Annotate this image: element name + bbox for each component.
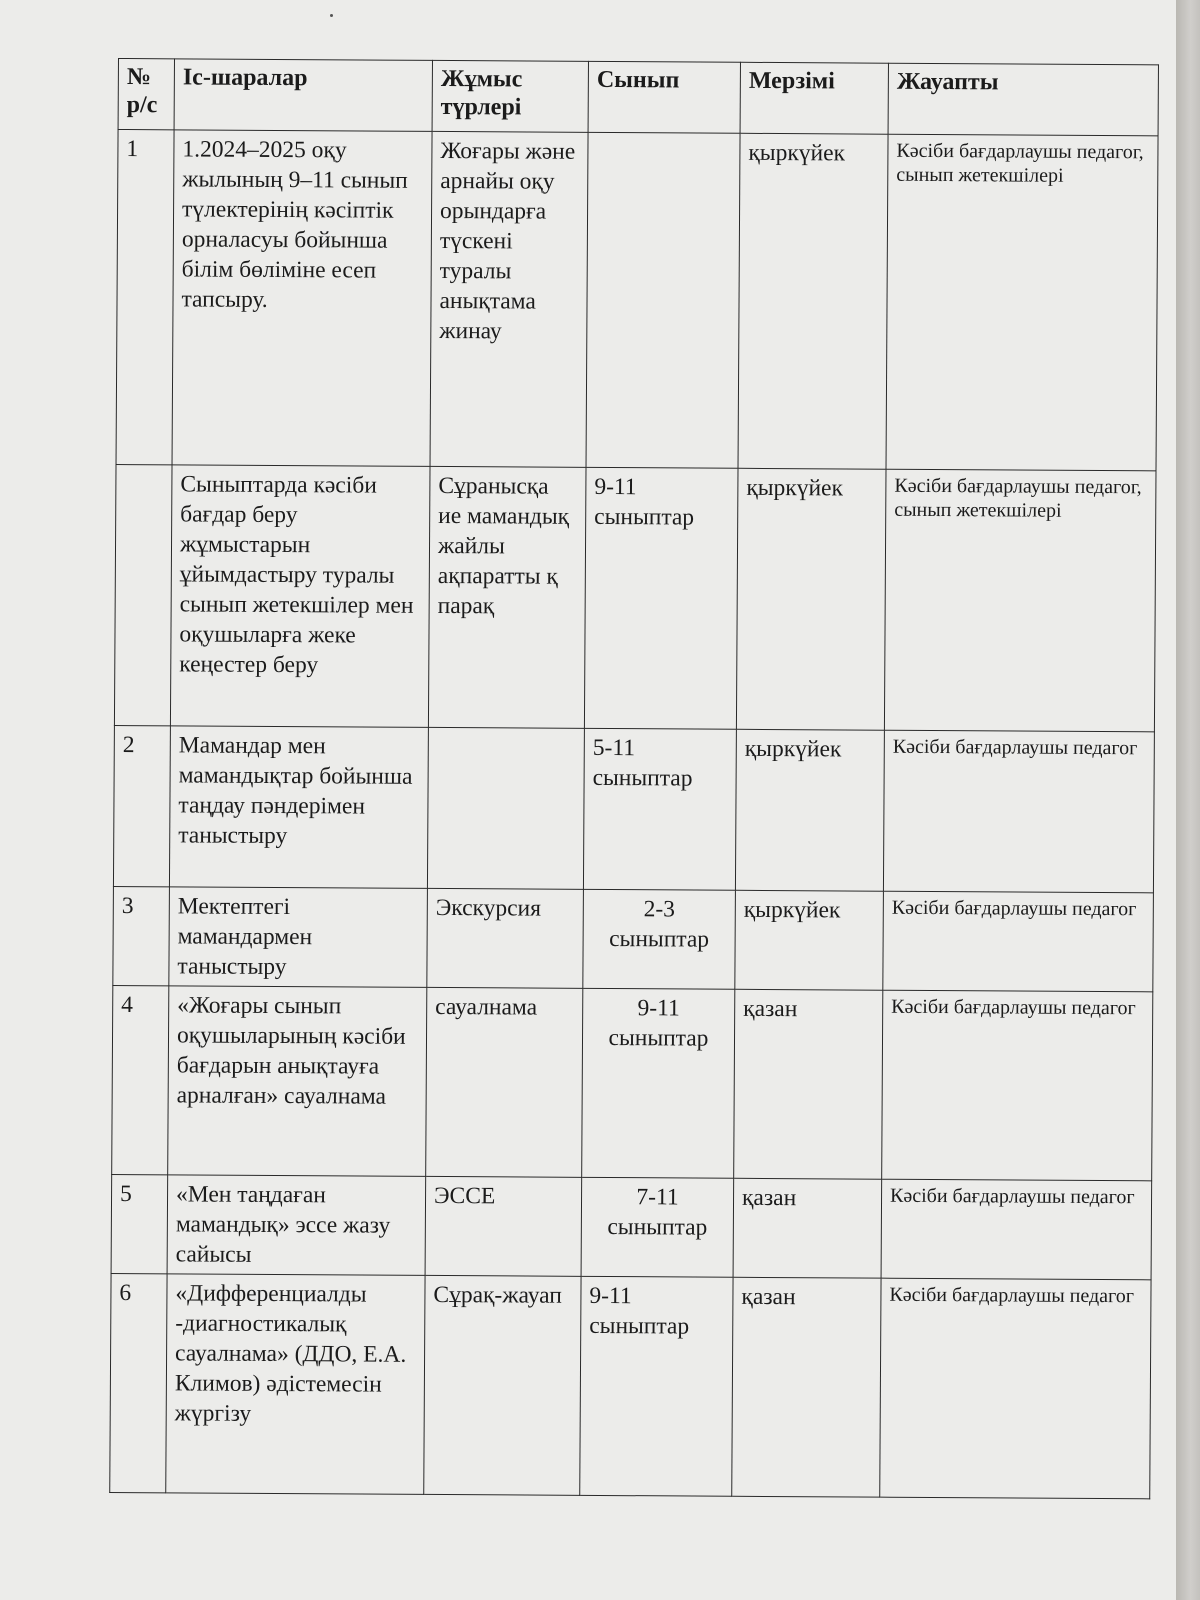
row-grade: 2-3 сыныптар xyxy=(583,889,736,989)
row-deadline: қазан xyxy=(733,1178,882,1278)
row-deadline: қыркүйек xyxy=(735,890,884,990)
row-event: «Дифференциалды -диагностикалық сауалнама» (ДДО, Е.А. Климов) әдістемесін жүргізу xyxy=(166,1274,425,1495)
row-responsible: Кәсіби бағдарлаушы педагог, сынып жетекшілері xyxy=(884,469,1156,732)
row-grade: 5-11 сыныптар xyxy=(583,728,736,890)
row-event: Мектептегі мамандармен таныстыру xyxy=(169,887,428,988)
header-number: № р/с xyxy=(118,59,174,130)
row-deadline: қазан xyxy=(734,989,883,1179)
row-number xyxy=(114,464,172,725)
row-grade xyxy=(586,132,740,468)
header-events: Іс-шаралар xyxy=(174,59,432,132)
row-grade: 9-11 сыныптар xyxy=(584,467,738,729)
table-header-row xyxy=(118,59,1158,136)
ink-dot xyxy=(330,14,333,17)
row-work-type: Жоғары және арнайы оқу орындарға түскені туралы анықтама жинау xyxy=(430,131,588,467)
row-responsible: Кәсіби бағдарлаушы педагог xyxy=(883,730,1154,893)
row-work-type: сауалнама xyxy=(426,987,583,1177)
row-event: Сыныптарда кәсіби бағдар беру жұмыстарын ұйымдастыру туралы сынып жетекшілер мен оқушыларға жеке кеңестер беру xyxy=(170,465,430,728)
row-event: Мамандар мен мамандықтар бойынша таңдау пәндерімен таныстыру xyxy=(169,726,428,889)
header-responsible: Жауапты xyxy=(888,63,1158,136)
row-work-type: ЭССЕ xyxy=(425,1176,582,1276)
row-number: 5 xyxy=(111,1174,168,1273)
desk-edge xyxy=(1176,0,1200,1600)
row-grade: 9-11 сыныптар xyxy=(580,1276,733,1496)
row-number: 1 xyxy=(116,130,174,465)
row-work-type xyxy=(427,727,584,889)
header-deadline: Мерзімі xyxy=(740,62,888,134)
row-deadline: қыркүйек xyxy=(735,729,884,891)
row-responsible: Кәсіби бағдарлаушы педагог xyxy=(882,990,1153,1181)
table-row xyxy=(113,725,1154,892)
row-work-type: Сұрақ-жауап xyxy=(424,1275,581,1495)
row-event: «Жоғары сынып оқушыларының кәсіби бағдарын анықтауға арналған» сауалнама xyxy=(168,986,427,1177)
row-number: 6 xyxy=(110,1273,167,1492)
row-grade: 7-11 сыныптар xyxy=(581,1177,734,1277)
row-event: 1.2024–2025 оқу жылының 9–11 сынып түлектерінің кәсіптік орналасуы бойынша білім бөліміне есеп тапсыру. xyxy=(172,130,432,467)
row-responsible: Кәсіби бағдарлаушы педагог xyxy=(883,891,1154,992)
row-event: «Мен таңдаған мамандық» эссе жазу сайысы xyxy=(167,1175,426,1276)
table-row xyxy=(113,886,1154,991)
row-work-type: Экскурсия xyxy=(427,888,584,988)
table-row xyxy=(116,130,1158,471)
table-row xyxy=(110,1273,1151,1498)
row-work-type: Сұранысқа ие мамандық жайлы ақпаратты қ парақ xyxy=(428,466,586,728)
table-row xyxy=(111,1174,1152,1279)
row-responsible: Кәсіби бағдарлаушы педагог xyxy=(880,1278,1151,1499)
row-deadline: қазан xyxy=(732,1277,881,1497)
header-grade: Сынып xyxy=(588,61,740,133)
header-work-types: Жұмыс түрлері xyxy=(432,60,588,132)
row-deadline: қыркүйек xyxy=(738,133,888,469)
row-responsible: Кәсіби бағдарлаушы педагог xyxy=(881,1179,1152,1280)
row-grade: 9-11 сыныптар xyxy=(582,988,735,1178)
table-row xyxy=(114,464,1156,731)
career-guidance-plan-table xyxy=(109,58,1159,1499)
row-number: 4 xyxy=(112,985,169,1174)
row-number: 3 xyxy=(113,886,170,985)
table-row xyxy=(112,985,1153,1180)
row-responsible: Кәсіби бағдарлаушы педагог, сынып жетекшілері xyxy=(886,134,1158,471)
row-deadline: қыркүйек xyxy=(736,468,886,730)
row-number: 2 xyxy=(113,725,170,886)
